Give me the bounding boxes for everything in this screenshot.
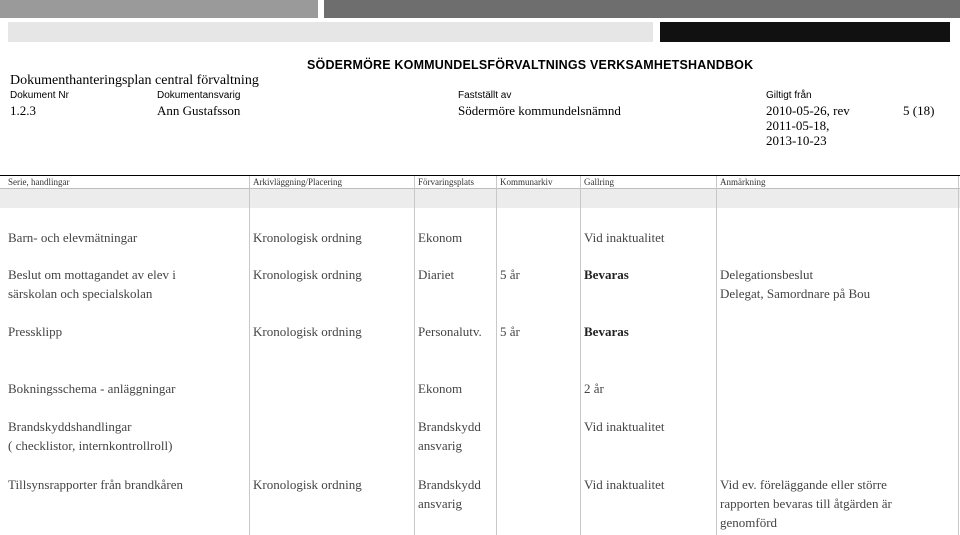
col-divider	[716, 176, 717, 535]
col-divider	[249, 176, 250, 535]
column-header-serie: Serie, handlingar	[8, 177, 70, 187]
table-cell-gallring: Bevaras	[584, 324, 629, 339]
table-cell-gallring: Vid inaktualitet	[584, 477, 665, 492]
table-cell-serie: Bokningsschema - anläggningar	[8, 381, 176, 396]
table-header-shade	[0, 189, 960, 208]
column-header-forvaring: Förvaringsplats	[418, 177, 474, 187]
table-cell-kommunarkiv: 5 år	[500, 324, 520, 339]
table-cell-gallring: Bevaras	[584, 267, 629, 282]
document-title: Dokumenthanteringsplan central förvaltning	[10, 73, 259, 88]
table-cell-serie: Barn- och elevmätningar	[8, 230, 138, 245]
table-cell-serie: Brandskyddshandlingar	[8, 419, 132, 434]
column-header-arkiv: Arkivläggning/Placering	[253, 177, 342, 187]
table-cell-serie: ( checklistor, internkontrollroll)	[8, 438, 173, 453]
col-divider	[958, 176, 959, 535]
doc-nr-label: Dokument Nr	[10, 90, 69, 101]
valid-from-line-2: 2011-05-18,	[766, 118, 830, 133]
column-header-gallring: Gallring	[584, 177, 614, 187]
top-bar-left	[0, 0, 318, 18]
table-cell-anmarkning: genomförd	[720, 515, 778, 530]
doc-nr-value: 1.2.3	[10, 103, 36, 118]
column-header-anmarkning: Anmärkning	[720, 177, 766, 187]
sub-bar-right	[660, 22, 950, 42]
table-cell-anmarkning: Delegationsbeslut	[720, 267, 814, 282]
col-divider	[496, 176, 497, 535]
table-cell-serie: Beslut om mottagandet av elev i	[8, 267, 176, 282]
sub-bar-left	[8, 22, 653, 42]
valid-from-line-1: 2010-05-26, rev	[766, 103, 850, 118]
table-cell-anmarkning: Vid ev. föreläggande eller större	[720, 477, 887, 492]
table-cell-gallring: Vid inaktualitet	[584, 230, 665, 245]
table-cell-kommunarkiv: 5 år	[500, 267, 520, 282]
valid-from-label: Giltigt från	[766, 90, 812, 101]
table-cell-forvaring: Ekonom	[418, 230, 463, 245]
table-cell-arkiv: Kronologisk ordning	[253, 230, 362, 245]
column-header-kommunarkiv: Kommunarkiv	[500, 177, 553, 187]
responsible-label: Dokumentansvarig	[157, 90, 241, 101]
table-cell-serie: Tillsynsrapporter från brandkåren	[8, 477, 183, 492]
page-number: 5 (18)	[903, 103, 935, 118]
top-bar-right	[324, 0, 960, 18]
table-cell-forvaring: ansvarig	[418, 438, 463, 453]
table-cell-forvaring: Brandskydd	[418, 477, 481, 492]
table-cell-arkiv: Kronologisk ordning	[253, 324, 362, 339]
table-cell-serie: Pressklipp	[8, 324, 63, 339]
table-cell-gallring: 2 år	[584, 381, 604, 396]
table-cell-forvaring: Personalutv.	[418, 324, 482, 339]
table-cell-forvaring: ansvarig	[418, 496, 463, 511]
table-cell-forvaring: Diariet	[418, 267, 455, 282]
table-cell-arkiv: Kronologisk ordning	[253, 267, 362, 282]
responsible-value: Ann Gustafsson	[157, 103, 241, 118]
table-top-rule	[0, 175, 960, 176]
table-cell-arkiv: Kronologisk ordning	[253, 477, 362, 492]
approved-by-label: Fastställt av	[458, 90, 512, 101]
table-cell-forvaring: Ekonom	[418, 381, 463, 396]
col-divider	[580, 176, 581, 535]
table-cell-forvaring: Brandskydd	[418, 419, 481, 434]
valid-from-line-3: 2013-10-23	[766, 133, 827, 148]
col-divider	[414, 176, 415, 535]
handbook-title: SÖDERMÖRE KOMMUNDELSFÖRVALTNINGS VERKSAMHETSHANDBOK	[307, 58, 754, 72]
approved-by-value: Södermöre kommundelsnämnd	[458, 103, 621, 118]
table-cell-serie: särskolan och specialskolan	[8, 286, 153, 301]
table-cell-anmarkning: Delegat, Samordnare på Bou	[720, 286, 871, 301]
table-cell-gallring: Vid inaktualitet	[584, 419, 665, 434]
table-cell-anmarkning: rapporten bevaras till åtgärden är	[720, 496, 892, 511]
